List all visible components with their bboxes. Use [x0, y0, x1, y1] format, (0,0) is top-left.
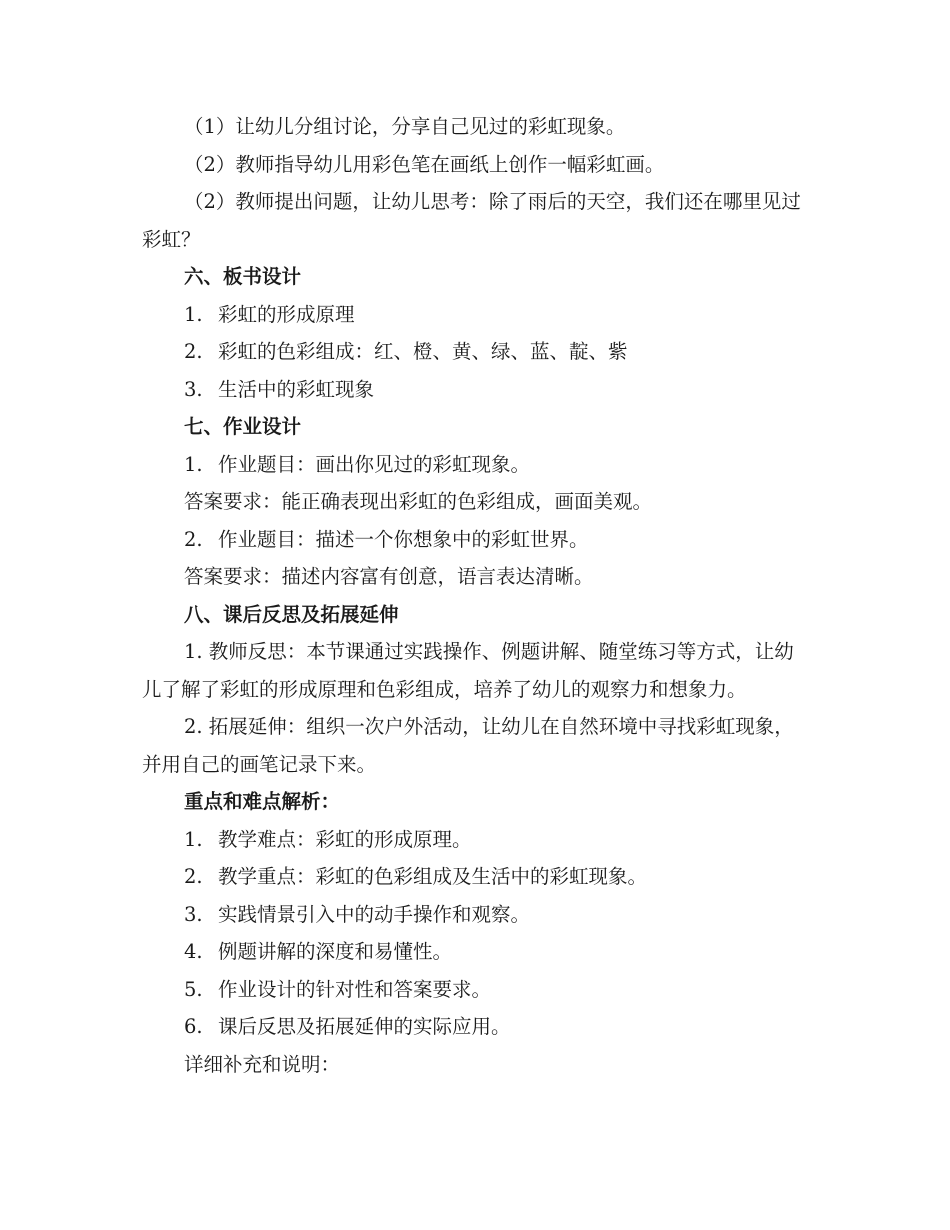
list-text: 彩虹的形成原理: [218, 302, 355, 326]
list-text: 实践情景引入中的动手操作和观察。: [218, 902, 531, 926]
list-item: [142, 333, 810, 371]
list-item: [142, 1008, 810, 1046]
list-item: [142, 858, 810, 896]
document-body: [142, 108, 810, 1083]
section-7-heading: 七、作业设计: [184, 415, 302, 438]
homework-item-1: [142, 446, 810, 484]
list-number: 4.: [184, 940, 203, 963]
list-number: 6.: [184, 1015, 203, 1038]
homework-answer-2: 答案要求：描述内容富有创意，语言表达清晰。: [184, 565, 594, 588]
list-item: [142, 933, 810, 971]
list-number: 3.: [184, 902, 203, 926]
list-text: 作业题目：画出你见过的彩虹现象。: [218, 452, 531, 476]
list-number: 1.: [184, 827, 203, 851]
list-item: [142, 371, 810, 409]
homework-answer-1: 答案要求：能正确表现出彩虹的色彩组成，画面美观。: [184, 490, 653, 513]
list-number: 3.: [184, 377, 203, 401]
list-item: [142, 971, 810, 1009]
intro-paragraph-3: （2）教师提出问题，让幼儿思考：除了雨后的天空，我们还在哪里见过彩虹？: [142, 190, 801, 251]
closing-line: 详细补充和说明：: [184, 1052, 341, 1076]
intro-paragraph-1: （1）让幼儿分组讨论，分享自己见过的彩虹现象。: [184, 115, 626, 138]
list-item: [142, 296, 810, 334]
list-text: 作业设计的针对性和答案要求。: [218, 977, 492, 1001]
section-8-heading: 八、课后反思及拓展延伸: [184, 602, 399, 626]
list-text: 作业题目：描述一个你想象中的彩虹世界。: [218, 527, 589, 551]
analysis-heading: 重点和难点解析：: [184, 790, 341, 813]
list-number: 2.: [184, 340, 203, 363]
list-number: 1.: [184, 302, 203, 326]
list-number: 2.: [184, 865, 203, 888]
homework-item-2: [142, 521, 810, 559]
list-text: 课后反思及拓展延伸的实际应用。: [218, 1015, 511, 1038]
list-number: 1.: [184, 452, 203, 476]
list-item: [142, 821, 810, 859]
list-number: 5.: [184, 977, 203, 1001]
intro-paragraph-2: （2）教师指导幼儿用彩色笔在画纸上创作一幅彩虹画。: [184, 152, 665, 176]
list-text: 例题讲解的深度和易懂性。: [218, 940, 453, 963]
reflection-paragraph: 1. 教师反思：本节课通过实践操作、例题讲解、随堂练习等方式，让幼儿了解了彩虹的形成原理和色彩组成，培养了幼儿的观察力和想象力。: [142, 640, 794, 701]
list-item: [142, 896, 810, 934]
section-6-heading: 六、板书设计: [184, 265, 302, 288]
list-text: 彩虹的色彩组成：红、橙、黄、绿、蓝、靛、紫: [218, 340, 628, 363]
list-text: 生活中的彩虹现象: [218, 377, 375, 401]
extension-paragraph: 2. 拓展延伸：组织一次户外活动，让幼儿在自然环境中寻找彩虹现象，并用自己的画笔记录下来。: [142, 715, 794, 776]
list-number: 2.: [184, 527, 203, 551]
list-text: 教学难点：彩虹的形成原理。: [218, 827, 472, 851]
list-text: 教学重点：彩虹的色彩组成及生活中的彩虹现象。: [218, 865, 648, 888]
